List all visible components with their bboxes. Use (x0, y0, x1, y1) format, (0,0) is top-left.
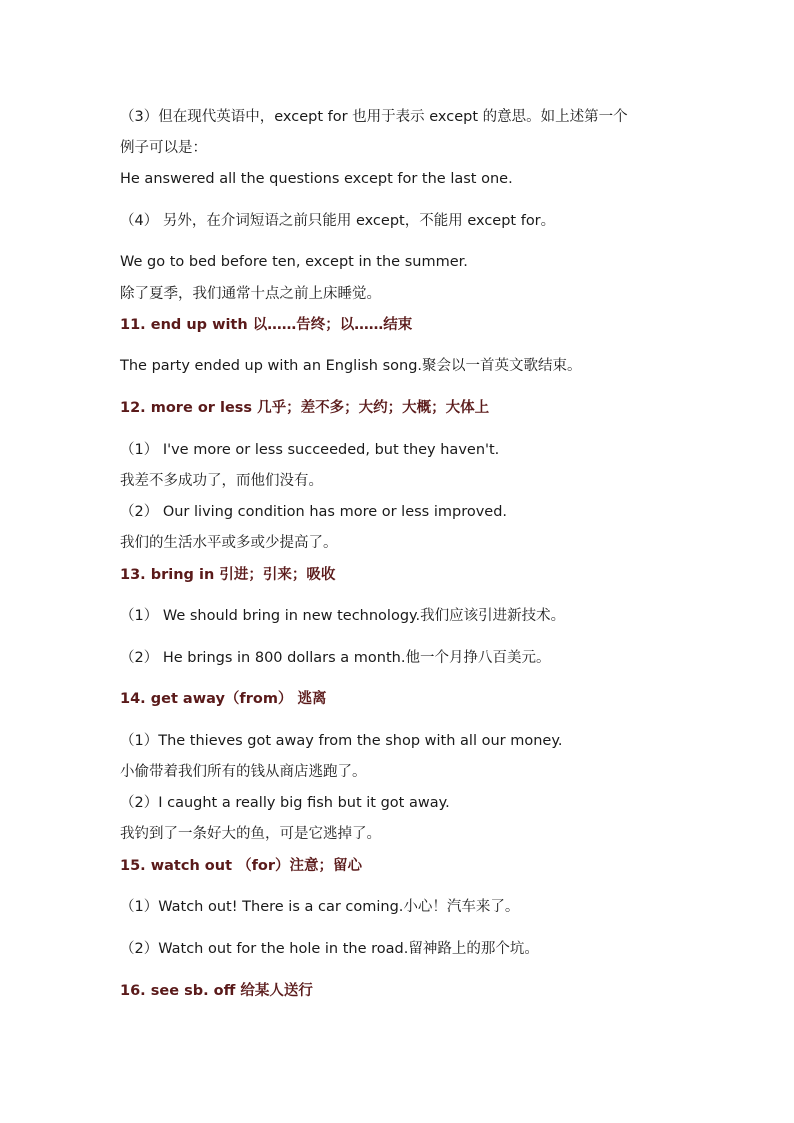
example-sentence: （1）Watch out! There is a car coming.小心！汽车来了。 (120, 899, 520, 915)
translation-line: 我差不多成功了，而他们没有。 (120, 473, 323, 489)
translation-line: 我钓到了一条好大的鱼，可是它逃掉了。 (120, 826, 381, 842)
section-heading: 12. more or less 几乎；差不多；大约；大概；大体上 (120, 400, 490, 416)
section-heading: 15. watch out （for）注意；留心 (120, 858, 362, 874)
example-sentence: （2） Our living condition has more or less improved. (120, 504, 508, 520)
example-sentence: The party ended up with an English song.聚会以一首英文歌结束。 (120, 358, 582, 374)
body-line: 例子可以是： (120, 140, 207, 156)
example-sentence: （1）The thieves got away from the shop with all our money. (120, 733, 563, 749)
example-sentence: We go to bed before ten, except in the summer. (120, 254, 468, 270)
translation-line: 除了夏季，我们通常十点之前上床睡觉。 (120, 286, 381, 302)
translation-line: 我们的生活水平或多或少提高了。 (120, 535, 338, 551)
example-sentence: （2） He brings in 800 dollars a month.他一个月挣八百美元。 (120, 650, 551, 666)
section-heading: 14. get away（from） 逃离 (120, 691, 327, 707)
example-sentence: （2）I caught a really big fish but it got away. (120, 795, 450, 811)
example-sentence: He answered all the questions except for the last one. (120, 171, 513, 187)
example-sentence: （2）Watch out for the hole in the road.留神路上的那个坑。 (120, 941, 539, 957)
example-sentence: （1） I've more or less succeeded, but they haven't. (120, 442, 500, 458)
body-line: （4） 另外，在介词短语之前只能用 except，不能用 except for。 (120, 213, 556, 229)
section-heading: 16. see sb. off 给某人送行 (120, 983, 313, 999)
section-heading: 13. bring in 引进；引来；吸收 (120, 567, 336, 583)
translation-line: 小偷带着我们所有的钱从商店逃跑了。 (120, 764, 367, 780)
section-heading: 11. end up with 以……告终；以……结束 (120, 317, 413, 333)
example-sentence: （1） We should bring in new technology.我们应该引进新技术。 (120, 608, 566, 624)
body-line: （3）但在现代英语中，except for 也用于表示 except 的意思。如上述第一个 (120, 109, 628, 125)
